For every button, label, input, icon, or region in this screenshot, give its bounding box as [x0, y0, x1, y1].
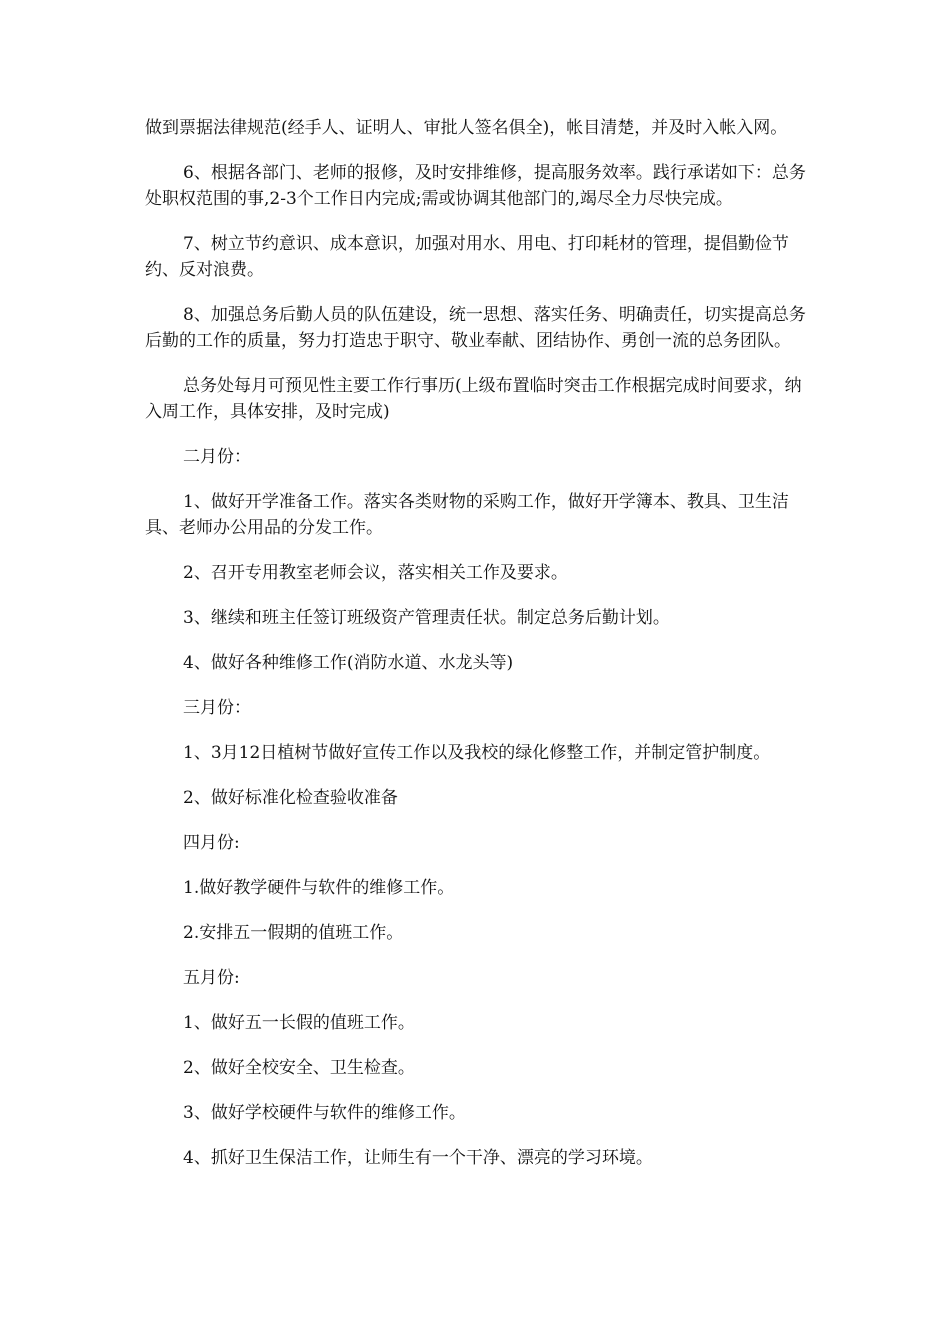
- list-item: 2、做好全校安全、卫生检查。: [183, 1058, 415, 1078]
- paragraph-item-7: 7、树立节约意识、成本意识，加强对用水、用电、打印耗材的管理，提倡勤俭节约、反对浪费。: [145, 234, 789, 280]
- list-item: 4、抓好卫生保洁工作，让师生有一个干净、漂亮的学习环境。: [183, 1148, 653, 1168]
- paragraph-receipts-continued: 做到票据法律规范(经手人、证明人、审批人签名俱全)，帐目清楚，并及时入帐入网。: [145, 118, 788, 138]
- heading-april: 四月份:: [183, 833, 240, 853]
- list-item: 1、做好五一长假的值班工作。: [183, 1013, 415, 1033]
- list-item: 1、做好开学准备工作。落实各类财物的采购工作，做好开学簿本、教具、卫生洁具、老师办公用品的分发工作。: [145, 492, 789, 538]
- list-item: 3、继续和班主任签订班级资产管理责任状。制定总务后勤计划。: [183, 608, 670, 628]
- list-item: 4、做好各种维修工作(消防水道、水龙头等): [183, 653, 514, 673]
- list-item: 2、召开专用教室老师会议，落实相关工作及要求。: [183, 563, 568, 583]
- paragraph-item-8: 8、加强总务后勤人员的队伍建设，统一思想、落实任务、明确责任，切实提高总务后勤的工作的质量，努力打造忠于职守、敬业奉献、团结协作、勇创一流的总务团队。: [145, 305, 806, 351]
- list-item: 2、做好标准化检查验收准备: [183, 788, 398, 808]
- paragraph-monthly-calendar-intro: 总务处每月可预见性主要工作行事历(上级布置临时突击工作根据完成时间要求，纳入周工作，具体安排，及时完成): [145, 376, 802, 422]
- heading-march: 三月份：: [183, 698, 251, 718]
- heading-may: 五月份:: [183, 968, 240, 988]
- list-item: 2.安排五一假期的值班工作。: [183, 923, 404, 943]
- heading-february: 二月份：: [183, 447, 251, 467]
- document-body: [145, 115, 810, 1190]
- list-item: 1.做好教学硬件与软件的维修工作。: [183, 878, 455, 898]
- list-item: 1、3月12日植树节做好宣传工作以及我校的绿化修整工作，并制定管护制度。: [183, 743, 771, 763]
- list-item: 3、做好学校硬件与软件的维修工作。: [183, 1103, 466, 1123]
- paragraph-item-6: 6、根据各部门、老师的报修，及时安排维修，提高服务效率。践行承诺如下：总务处职权范围的事,2-3个工作日内完成;需或协调其他部门的,竭尽全力尽快完成。: [145, 163, 806, 209]
